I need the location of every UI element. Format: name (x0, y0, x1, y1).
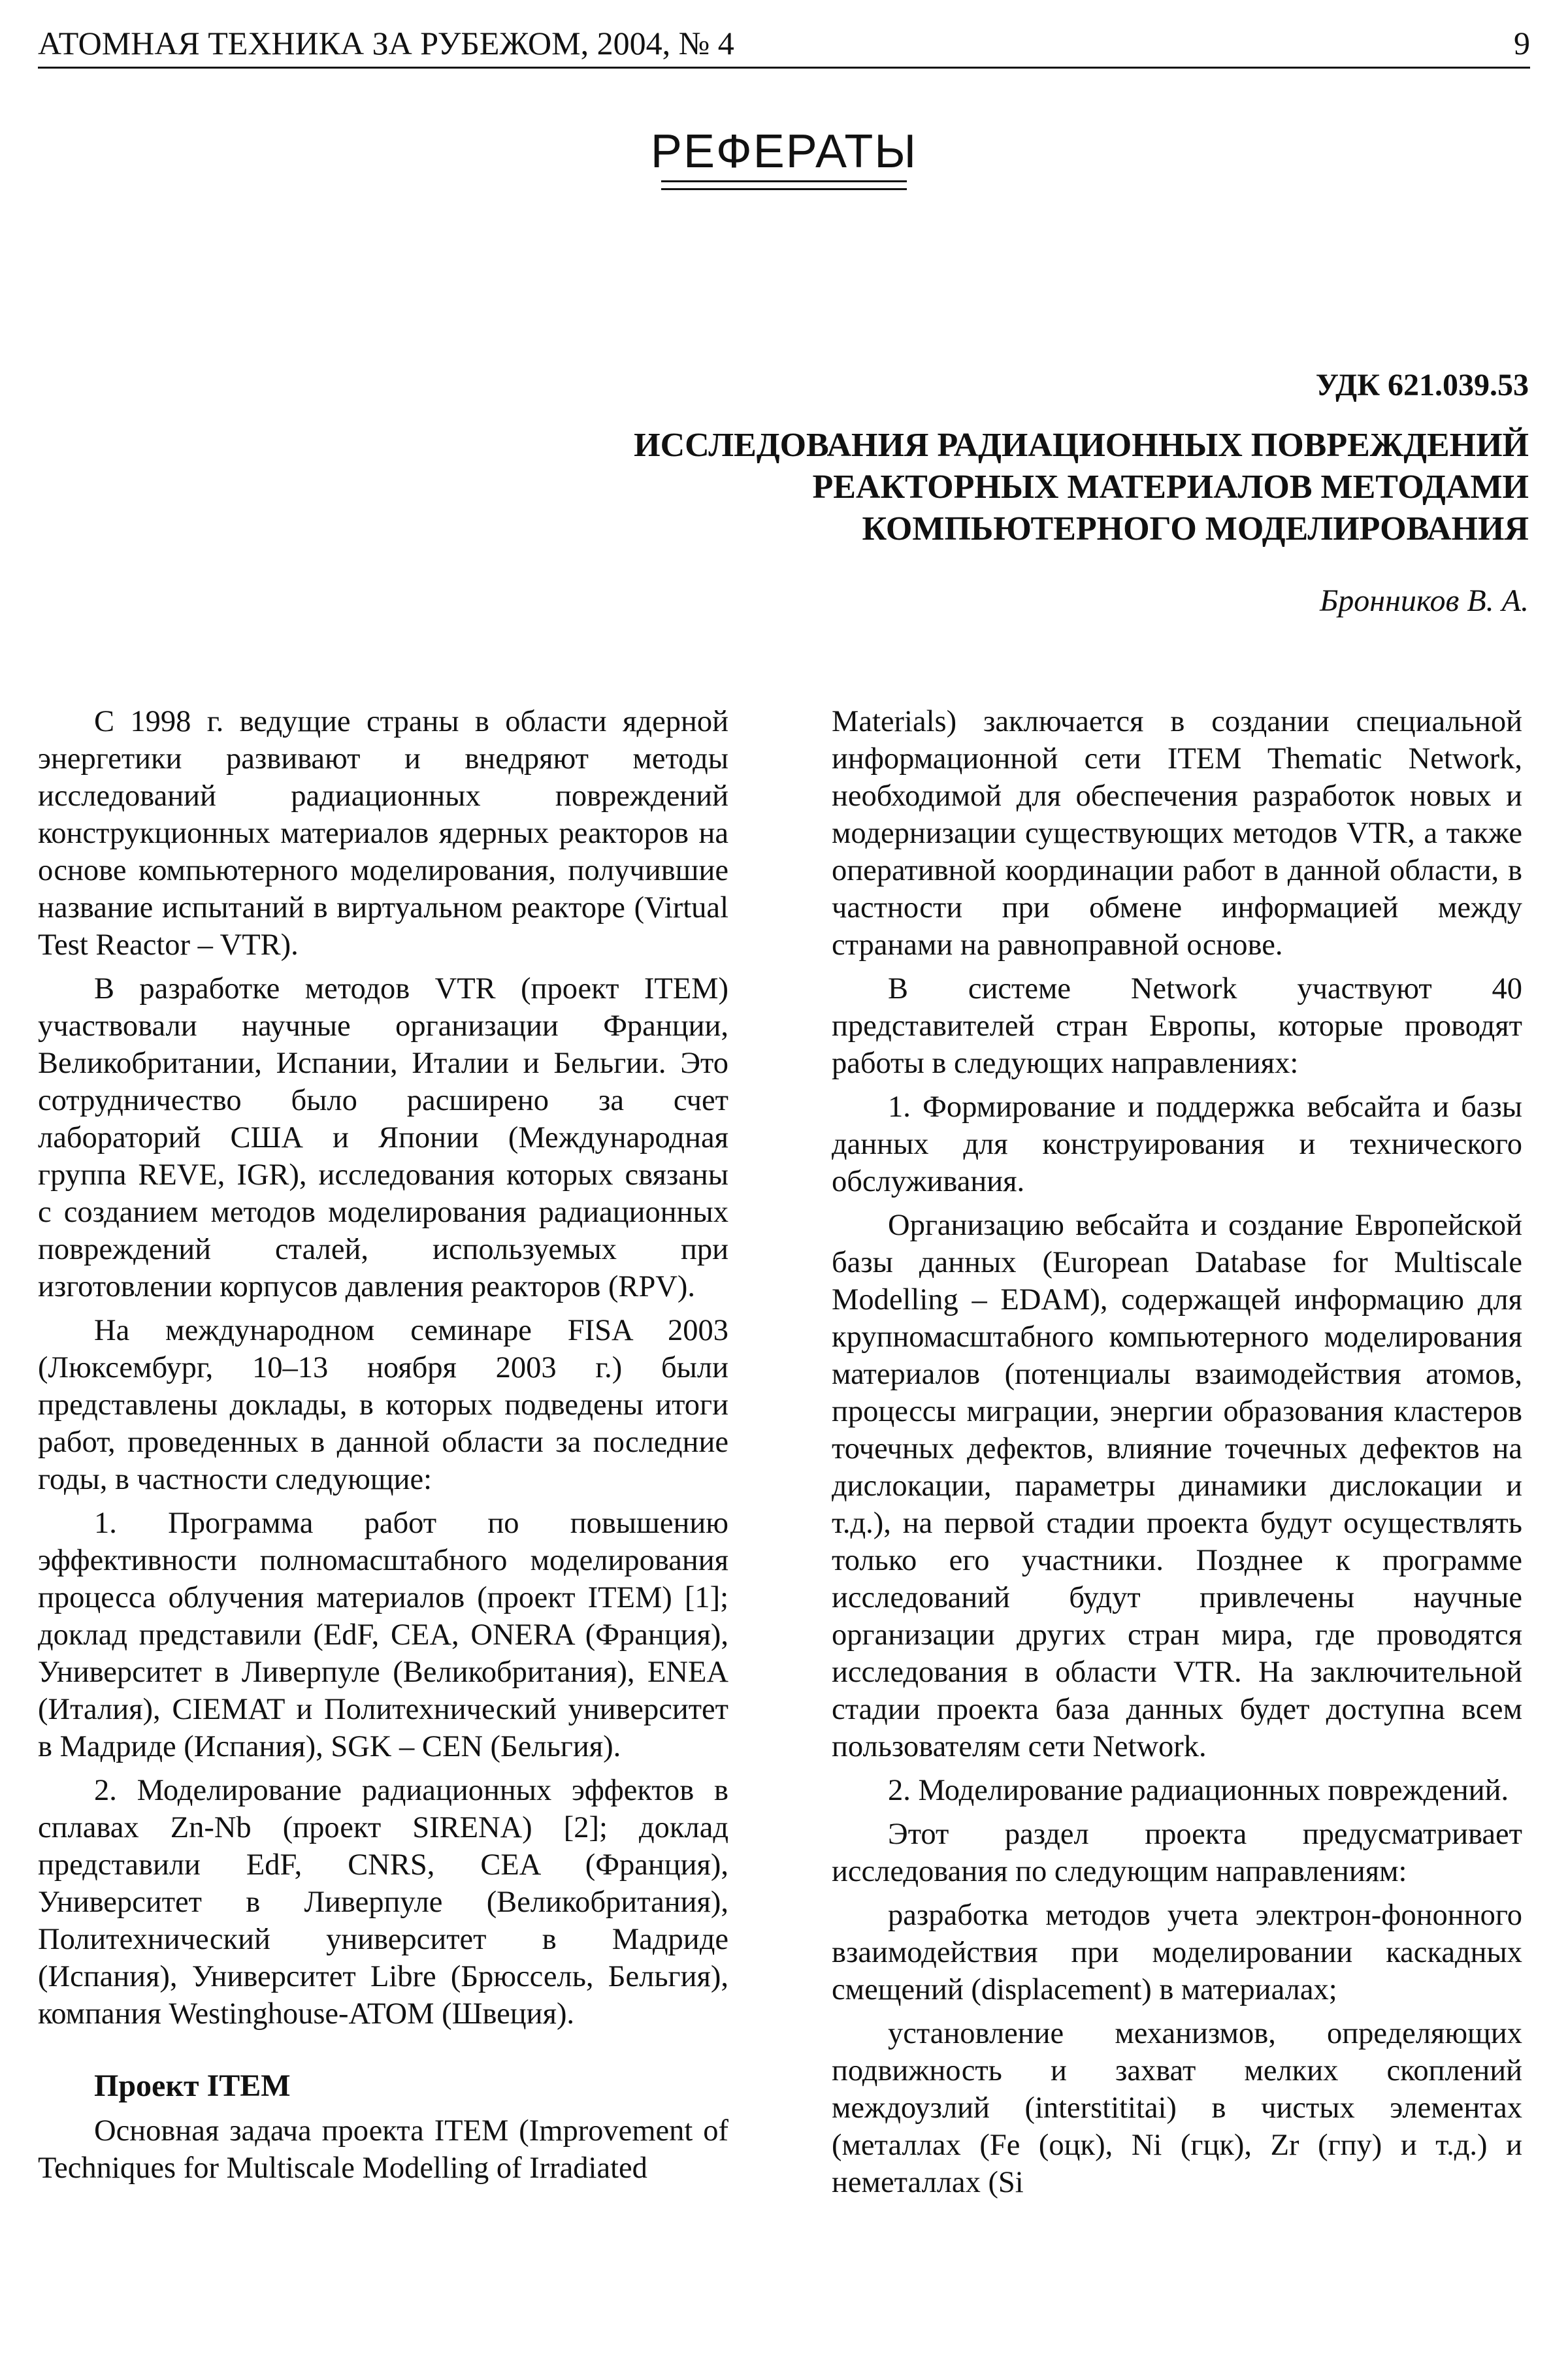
article-title-line: ИССЛЕДОВАНИЯ РАДИАЦИОННЫХ ПОВРЕЖДЕНИЙ (634, 427, 1529, 464)
paragraph: разработка методов учета электрон-фононного взаимодействия при моделировании каскадных смещений (displacement) в материалах; (832, 1899, 1522, 2006)
article-title-line: РЕАКТОРНЫХ МАТЕРИАЛОВ МЕТОДАМИ (812, 468, 1529, 506)
article-title-line: КОМПЬЮТЕРНОГО МОДЕЛИРОВАНИЯ (862, 510, 1529, 548)
paragraph: На международном семинаре FISA 2003 (Люксембург, 10–13 ноября 2003 г.) были представлены доклады, в которых подведены итоги работ, проведенных в данной области за последние годы, в частности следующие: (38, 1314, 728, 1496)
udk-code: УДК 621.039.53 (1315, 368, 1529, 402)
paragraph: В разработке методов VTR (проект ITEM) участвовали научные организации Франции, Великобритании, Испании, Италии и Бельгии. Это сотрудничество было расширено за счет лабораторий США и Японии (Международная группа REVE, IGR), исследования которых связаны с созданием методов моделирования радиационных повреждений сталей, используемых при изготовлении корпусов давления реакторов (RPV). (38, 972, 728, 1303)
section-title: РЕФЕРАТЫ (650, 125, 918, 178)
subsection-heading: Проект ITEM (94, 2068, 291, 2103)
paragraph: Основная задача проекта ITEM (Improvement of Techniques for Multiscale Modelling of Irradiated (38, 2114, 728, 2185)
paragraph: В системе Network участвуют 40 представителей стран Европы, которые проводят работы в следующих направлениях: (832, 972, 1522, 1080)
journal-title: АТОМНАЯ ТЕХНИКА ЗА РУБЕЖОМ, 2004, № 4 (38, 25, 734, 61)
paragraph: Организацию вебсайта и создание Европейской базы данных (European Database for Multiscale Modelling – EDAM), содержащей информацию для крупномасштабного компьютерного моделирования материалов (потенциалы взаимодействия атомов, процессы миграции, энергии образования кластеров точечных дефектов, влияние точечных дефектов на дислокации, параметры динамики дислокации и т.д.), на первой стадии проекта будут осуществлять только его участники. Позднее к программе исследований будут привлечены научные организации других стран мира, где проводятся исследования в области VTR. На заключительной стадии проекта база данных будет доступна всем пользователям сети Network. (832, 1209, 1522, 1763)
running-header (38, 24, 1530, 63)
paragraph: 1. Программа работ по повышению эффективности полномасштабного моделирования процесса облучения материалов (проект ITEM) [1]; доклад представили (EdF, CEA, ONERA (Франция), Университет в Ливерпуле (Великобритания), ENEA (Италия), CIEMAT и Политехнический университет в Мадриде (Испания), SGK – CEN (Бельгия). (38, 1507, 728, 1763)
article-title (483, 425, 1529, 550)
paragraph: Materials) заключается в создании специальной информационной сети ITEM Thematic Network, необходимой для обеспечения разработок новых и модернизации существующих методов VTR, а также оперативной координации работ в данной области, в частности при обмене информацией между странами на равноправной основе. (832, 705, 1522, 962)
author: Бронников В. А. (1319, 583, 1529, 618)
section-title-underline (661, 180, 907, 190)
paragraph: Этот раздел проекта предусматривает исследования по следующим направлениям: (832, 1818, 1522, 1888)
paragraph: 2. Моделирование радиационных повреждений. (888, 1774, 1509, 1807)
paragraph: С 1998 г. ведущие страны в области ядерной энергетики развивают и внедряют методы исследований радиационных повреждений конструкционных материалов ядерных реакторов на основе компьютерного моделирования, получившие название испытаний в виртуальном реакторе (Virtual Test Reactor – VTR). (38, 705, 728, 962)
right-column (832, 703, 1522, 2208)
header-rule (38, 67, 1530, 69)
paragraph: установление механизмов, определяющих подвижность и захват мелких скоплений междоузлий (interstititai) в чистых элементах (металлах (Fe (оцк), Ni (гцк), Zr (гпу) и т.д.) и неметаллах (Si (832, 2017, 1522, 2199)
paragraph: 1. Формирование и поддержка вебсайта и базы данных для конструирования и технического обслуживания. (832, 1090, 1522, 1198)
paragraph: 2. Моделирование радиационных эффектов в сплавах Zn-Nb (проект SIRENA) [2]; доклад представили EdF, CNRS, CEA (Франция), Университет в Ливерпуле (Великобритания), Политехнический университет в Мадриде (Испания), Университет Libre (Брюссель, Бельгия), компания Westinghouse-ATOM (Швеция). (38, 1774, 728, 2031)
page-number: 9 (1514, 25, 1530, 61)
left-column (38, 703, 728, 2193)
